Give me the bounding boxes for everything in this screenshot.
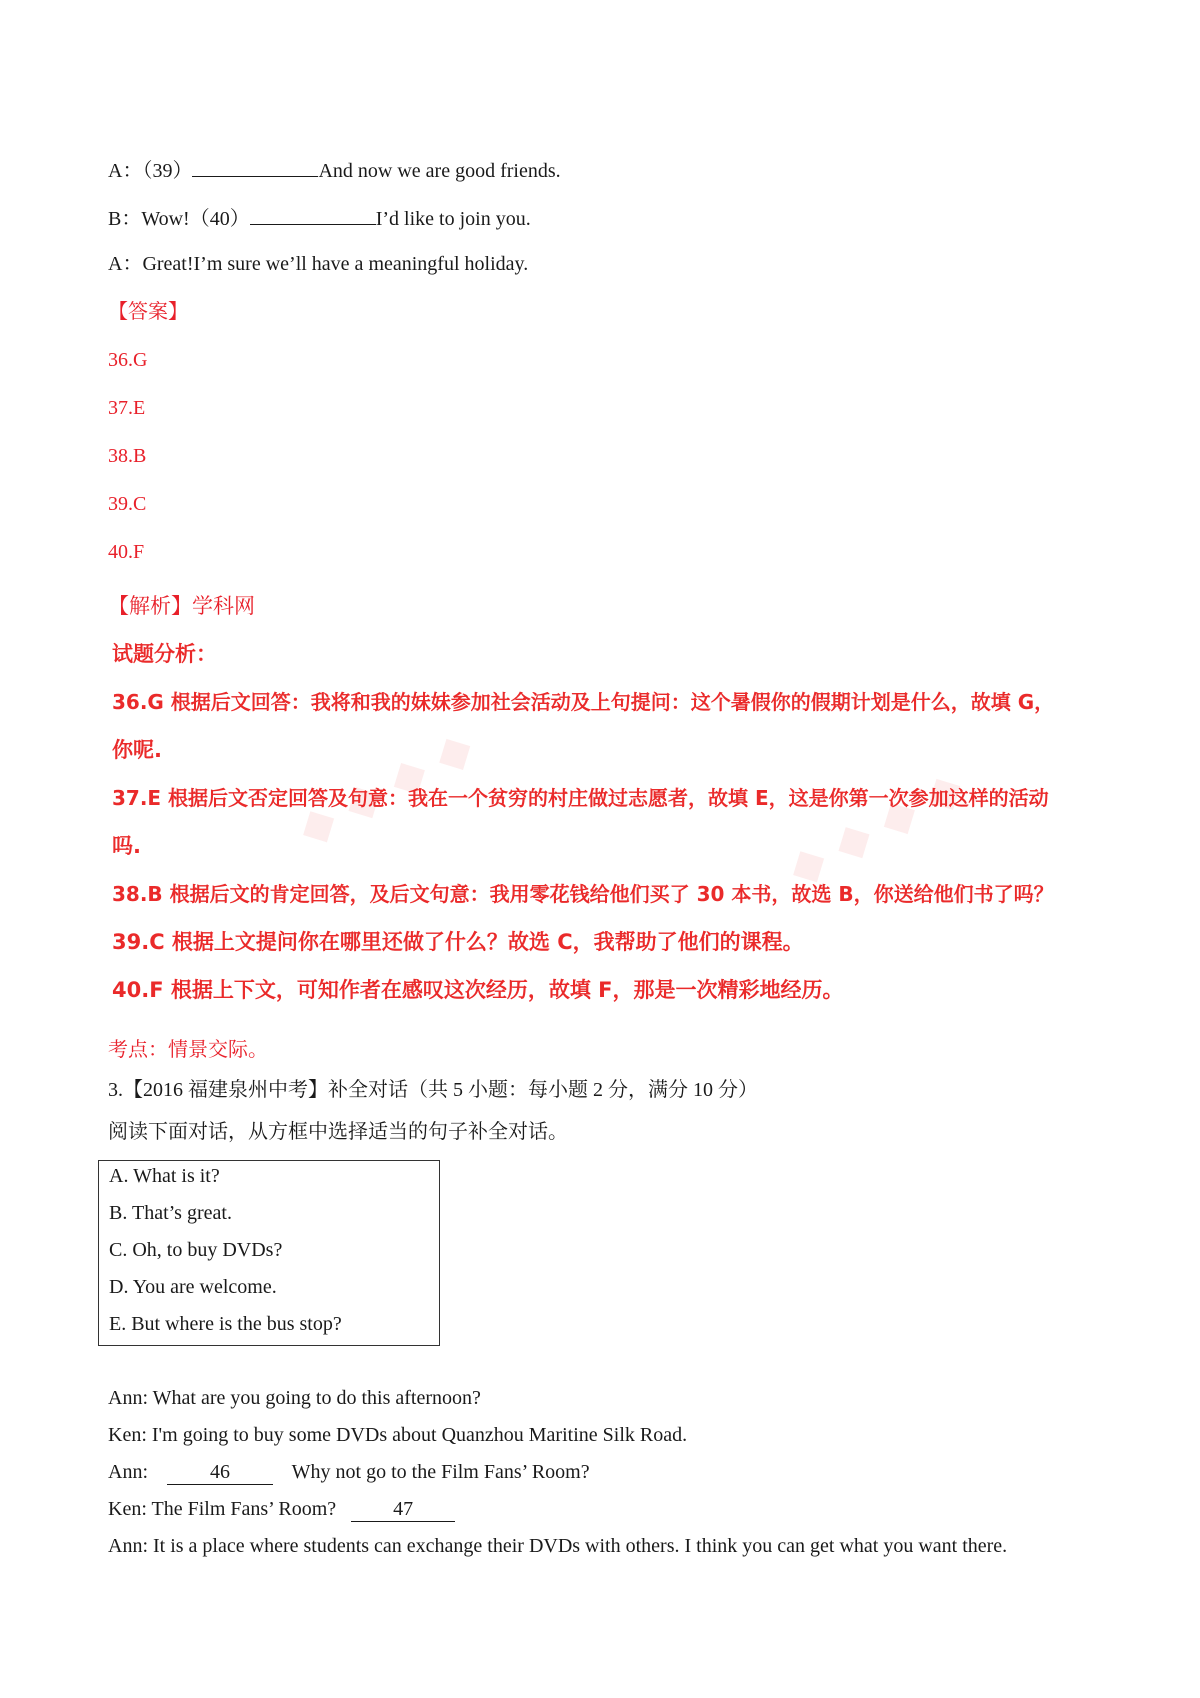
explanation-39: 39.C 根据上文提问你在哪里还做了什么？故选 C，我帮助了他们的课程。 — [112, 930, 804, 954]
options-box — [98, 1160, 440, 1346]
explanation-40: 40.F 根据上下文，可知作者在感叹这次经历，故填 F，那是一次精彩地经历。 — [112, 978, 844, 1002]
answer-36: 36.G — [108, 349, 148, 371]
answer-37: 37.E — [108, 397, 146, 419]
dialogue2-line5: Ann: It is a place where students can exchange their DVDs with others. I think you can get what you want there. — [108, 1535, 1008, 1557]
option-c: C. Oh, to buy DVDs? — [109, 1239, 283, 1261]
answer-blank — [250, 202, 376, 225]
answer-header: 【答案】 — [108, 301, 188, 323]
option-d: D. You are welcome. — [109, 1276, 277, 1298]
option-a: A. What is it? — [109, 1165, 220, 1187]
explanation-36: 36.G 根据后文回答：我将和我的妹妹参加社会活动及上句提问：这个暑假你的假期计划是什么，故填 G， — [112, 690, 1055, 714]
question3-instruction: 阅读下面对话，从方框中选择适当的句子补全对话。 — [108, 1121, 568, 1143]
dialogue2-line4: Ken: The Film Fans’ Room? 47 — [108, 1495, 455, 1523]
explanation-36-cont: 你呢. — [112, 738, 162, 762]
answer-40: 40.F — [108, 541, 145, 563]
blank-46: 46 — [167, 1460, 273, 1485]
dialogue-line-final: A：Great!I’m sure we’ll have a meaningful holiday. — [108, 253, 529, 275]
watermark: ◆ ◆ ◆ ◆ — [288, 718, 482, 856]
answer-39: 39.C — [108, 493, 147, 515]
explanation-38: 38.B 根据后文的肯定回答，及后文句意：我用零花钱给他们买了 30 本书，故选 B，你送给他们书了吗？ — [112, 882, 1054, 906]
answer-blank — [192, 154, 318, 177]
option-e: E. But where is the bus stop? — [109, 1313, 342, 1335]
watermark: ◆ ◆ ◆ ◆ — [778, 758, 972, 896]
explanation-37: 37.E 根据后文否定回答及句意：我在一个贫穷的村庄做过志愿者，故填 E，这是你第一次参加这样的活动 — [112, 786, 1049, 810]
analysis-subheader: 试题分析： — [112, 642, 217, 666]
dialogue-line-40: B：Wow!（40） I’d like to join you. — [108, 202, 531, 233]
blank-47: 47 — [351, 1497, 455, 1522]
dialogue2-line2: Ken: I'm going to buy some DVDs about Quanzhou Maritine Silk Road. — [108, 1424, 688, 1446]
dialogue-line-39: A：（39） And now we are good friends. — [108, 154, 561, 185]
explanation-37-cont: 吗. — [112, 834, 141, 858]
answer-38: 38.B — [108, 445, 147, 467]
dialogue2-line3: Ann: 46 Why not go to the Film Fans’ Room? — [108, 1461, 590, 1483]
kaodian: 考点：情景交际。 — [108, 1039, 268, 1061]
option-b: B. That’s great. — [109, 1202, 232, 1224]
dialogue2-line1: Ann: What are you going to do this afternoon? — [108, 1387, 481, 1409]
analysis-header: 【解析】学科网 — [108, 594, 255, 618]
question3-title: 3.【2016 福建泉州中考】补全对话（共 5 小题：每小题 2 分，满分 10 分） — [108, 1079, 758, 1101]
